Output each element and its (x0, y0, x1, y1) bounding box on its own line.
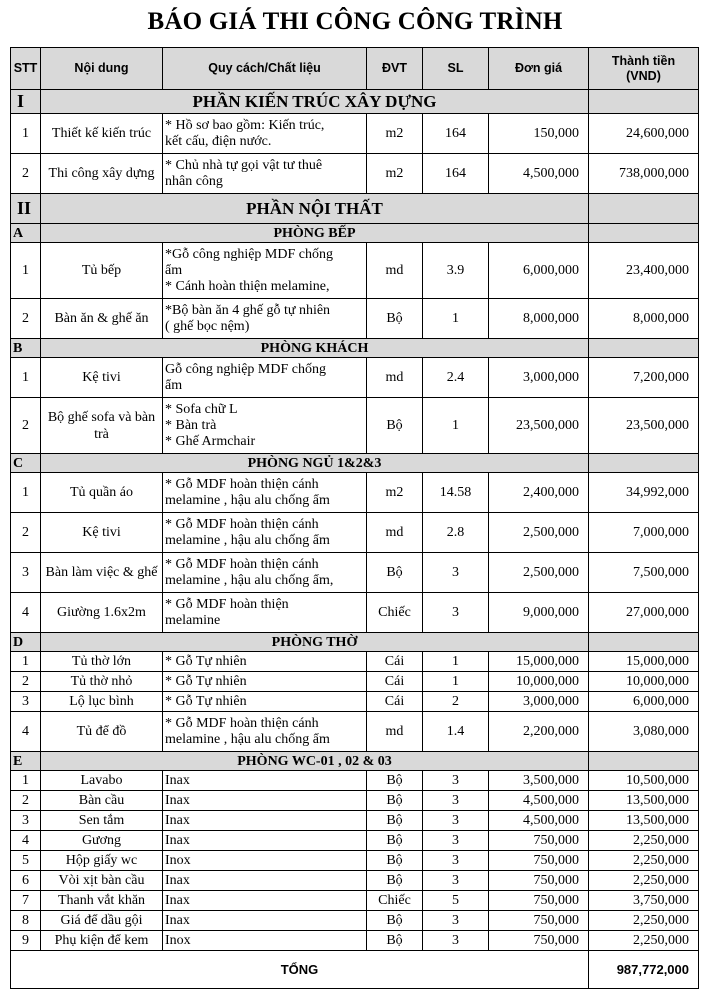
table-row (11, 811, 699, 831)
row-stt: 1 (11, 243, 41, 299)
spec-line: * Cánh hoàn thiện melamine, (165, 278, 330, 294)
section-row (11, 194, 699, 224)
table-row (11, 791, 699, 811)
row-unit: Cái (367, 672, 423, 692)
spec-line: melamine , hậu alu chống ẩm (165, 532, 330, 548)
group-name: PHÒNG KHÁCH (41, 339, 589, 358)
row-qty: 164 (423, 154, 489, 194)
table-row (11, 593, 699, 633)
row-qty: 1.4 (423, 712, 489, 752)
table-row (11, 114, 699, 154)
row-unit: md (367, 243, 423, 299)
row-unit: Bộ (367, 931, 423, 951)
row-price: 6,000,000 (489, 243, 589, 299)
row-total: 2,250,000 (589, 831, 699, 851)
row-content: Tủ để đồ (41, 712, 163, 752)
row-qty: 14.58 (423, 473, 489, 513)
group-blank (589, 454, 699, 473)
row-total: 10,000,000 (589, 672, 699, 692)
row-price: 9,000,000 (489, 593, 589, 633)
spec-line: melamine , hậu alu chống ẩm, (165, 572, 334, 588)
row-price: 3,000,000 (489, 358, 589, 398)
quote-table (10, 47, 699, 989)
group-blank (589, 339, 699, 358)
row-unit: Bộ (367, 851, 423, 871)
row-qty: 3 (423, 791, 489, 811)
row-content: Bàn cầu (41, 791, 163, 811)
row-qty: 5 (423, 891, 489, 911)
row-unit: Bộ (367, 791, 423, 811)
header-total (589, 48, 699, 90)
grand-total-row (11, 951, 699, 989)
row-total: 3,750,000 (589, 891, 699, 911)
row-stt: 2 (11, 299, 41, 339)
row-total: 7,000,000 (589, 513, 699, 553)
spec-line: * Bàn trà (165, 417, 217, 433)
row-stt: 8 (11, 911, 41, 931)
spec-line: *Bộ bàn ăn 4 ghế gỗ tự nhiên (165, 302, 331, 318)
row-price: 750,000 (489, 891, 589, 911)
row-price: 15,000,000 (489, 652, 589, 672)
row-total: 738,000,000 (589, 154, 699, 194)
spec-line: Inax (165, 832, 190, 848)
header-total-line1: Thành tiền (611, 53, 676, 68)
group-code: E (11, 752, 41, 771)
row-unit: Bộ (367, 831, 423, 851)
spec-line: Inox (165, 932, 191, 948)
row-stt: 1 (11, 114, 41, 154)
group-code: D (11, 633, 41, 652)
row-total: 23,400,000 (589, 243, 699, 299)
row-stt: 4 (11, 712, 41, 752)
spec-line: ( ghế bọc nệm) (165, 318, 250, 334)
table-row (11, 358, 699, 398)
row-spec (163, 692, 367, 712)
row-unit: md (367, 358, 423, 398)
group-name: PHÒNG THỜ (41, 633, 589, 652)
row-stt: 2 (11, 398, 41, 454)
row-spec (163, 672, 367, 692)
row-spec (163, 811, 367, 831)
row-content: Hộp giấy wc (41, 851, 163, 871)
row-content: Bàn làm việc & ghế (41, 553, 163, 593)
row-content: Kệ tivi (41, 358, 163, 398)
row-spec (163, 593, 367, 633)
row-spec (163, 358, 367, 398)
row-spec (163, 243, 367, 299)
row-unit: Cái (367, 692, 423, 712)
row-price: 750,000 (489, 931, 589, 951)
row-stt: 1 (11, 652, 41, 672)
row-content: Lavabo (41, 771, 163, 791)
spec-line: * Gỗ MDF hoàn thiện cánh (165, 476, 319, 492)
row-qty: 3 (423, 931, 489, 951)
row-spec (163, 299, 367, 339)
row-price: 4,500,000 (489, 811, 589, 831)
row-stt: 2 (11, 513, 41, 553)
row-total: 34,992,000 (589, 473, 699, 513)
row-unit: m2 (367, 473, 423, 513)
row-total: 10,500,000 (589, 771, 699, 791)
row-qty: 1 (423, 672, 489, 692)
row-price: 10,000,000 (489, 672, 589, 692)
header-unit: ĐVT (367, 48, 423, 90)
row-price: 750,000 (489, 911, 589, 931)
row-unit: Bộ (367, 299, 423, 339)
row-spec (163, 891, 367, 911)
row-spec (163, 513, 367, 553)
header-content: Nội dung (41, 48, 163, 90)
row-price: 3,000,000 (489, 692, 589, 712)
row-spec (163, 871, 367, 891)
row-content: Giá để dầu gội (41, 911, 163, 931)
row-total: 7,500,000 (589, 553, 699, 593)
section-code: II (11, 194, 41, 224)
row-total: 24,600,000 (589, 114, 699, 154)
row-stt: 1 (11, 473, 41, 513)
row-stt: 1 (11, 358, 41, 398)
row-unit: m2 (367, 114, 423, 154)
row-unit: Bộ (367, 398, 423, 454)
row-spec (163, 553, 367, 593)
section-name: PHẦN NỘI THẤT (41, 194, 589, 224)
table-row (11, 398, 699, 454)
row-stt: 3 (11, 692, 41, 712)
row-qty: 1 (423, 652, 489, 672)
group-row (11, 454, 699, 473)
spec-line: ẩm (165, 262, 183, 278)
row-stt: 4 (11, 593, 41, 633)
spec-line: Gỗ công nghiệp MDF chống (165, 361, 326, 377)
group-row (11, 339, 699, 358)
row-stt: 3 (11, 811, 41, 831)
row-total: 7,200,000 (589, 358, 699, 398)
row-content: Lộ lục bình (41, 692, 163, 712)
row-price: 8,000,000 (489, 299, 589, 339)
row-content: Tủ thờ nhỏ (41, 672, 163, 692)
table-row (11, 851, 699, 871)
spec-line: Inax (165, 912, 190, 928)
spec-line: * Gỗ Tự nhiên (165, 693, 247, 709)
group-name: PHÒNG NGỦ 1&2&3 (41, 454, 589, 473)
spec-line: Inax (165, 872, 190, 888)
row-stt: 3 (11, 553, 41, 593)
row-content: Tủ quần áo (41, 473, 163, 513)
section-blank (589, 194, 699, 224)
spec-line: * Gỗ MDF hoàn thiện cánh (165, 516, 319, 532)
row-unit: Bộ (367, 811, 423, 831)
row-unit: Chiếc (367, 593, 423, 633)
group-row (11, 633, 699, 652)
row-spec (163, 712, 367, 752)
spec-line: * Gỗ MDF hoàn thiện cánh (165, 715, 319, 731)
group-code: B (11, 339, 41, 358)
row-qty: 3 (423, 593, 489, 633)
section-code: I (11, 90, 41, 114)
row-price: 23,500,000 (489, 398, 589, 454)
header-spec: Quy cách/Chất liệu (163, 48, 367, 90)
row-price: 4,500,000 (489, 154, 589, 194)
row-content: Thi công xây dựng (41, 154, 163, 194)
row-total: 2,250,000 (589, 871, 699, 891)
row-content: Thanh vắt khăn (41, 891, 163, 911)
row-total: 3,080,000 (589, 712, 699, 752)
row-stt: 5 (11, 851, 41, 871)
table-row (11, 513, 699, 553)
spec-line: Inox (165, 852, 191, 868)
spec-line: * Hồ sơ bao gồm: Kiến trúc, (165, 117, 325, 133)
row-unit: Cái (367, 652, 423, 672)
row-stt: 2 (11, 791, 41, 811)
spec-line: * Sofa chữ L (165, 401, 238, 417)
table-row (11, 553, 699, 593)
group-blank (589, 752, 699, 771)
spec-line: Inax (165, 892, 190, 908)
row-stt: 9 (11, 931, 41, 951)
spec-line: nhân công (165, 173, 223, 189)
header-total-line2: (VND) (626, 68, 661, 83)
spec-line: *Gỗ công nghiệp MDF chống (165, 246, 333, 262)
group-code: A (11, 224, 41, 243)
section-row (11, 90, 699, 114)
section-blank (589, 90, 699, 114)
row-total: 15,000,000 (589, 652, 699, 672)
row-qty: 2.4 (423, 358, 489, 398)
row-qty: 164 (423, 114, 489, 154)
row-total: 6,000,000 (589, 692, 699, 712)
group-blank (589, 633, 699, 652)
row-total: 13,500,000 (589, 811, 699, 831)
row-stt: 4 (11, 831, 41, 851)
row-content: Kệ tivi (41, 513, 163, 553)
row-content: Bộ ghế sofa và bàn trà (41, 398, 163, 454)
row-price: 2,500,000 (489, 553, 589, 593)
row-unit: Bộ (367, 771, 423, 791)
row-qty: 2.8 (423, 513, 489, 553)
row-qty: 1 (423, 299, 489, 339)
spec-line: kết cấu, điện nước. (165, 133, 272, 149)
row-content: Phụ kiện để kem (41, 931, 163, 951)
group-name: PHÒNG BẾP (41, 224, 589, 243)
row-content: Thiết kế kiến trúc (41, 114, 163, 154)
row-stt: 2 (11, 672, 41, 692)
row-unit: Chiếc (367, 891, 423, 911)
row-spec (163, 398, 367, 454)
table-row (11, 154, 699, 194)
row-unit: md (367, 712, 423, 752)
table-row (11, 299, 699, 339)
row-content: Vòi xịt bàn cầu (41, 871, 163, 891)
row-unit: Bộ (367, 911, 423, 931)
group-row (11, 752, 699, 771)
table-row (11, 692, 699, 712)
row-spec (163, 771, 367, 791)
table-row (11, 891, 699, 911)
header-row (11, 48, 699, 90)
row-price: 2,200,000 (489, 712, 589, 752)
row-spec (163, 473, 367, 513)
row-content: Gương (41, 831, 163, 851)
row-content: Giường 1.6x2m (41, 593, 163, 633)
table-row (11, 931, 699, 951)
row-qty: 3 (423, 811, 489, 831)
row-price: 750,000 (489, 831, 589, 851)
row-price: 2,500,000 (489, 513, 589, 553)
section-name: PHẦN KIẾN TRÚC XÂY DỰNG (41, 90, 589, 114)
spec-line: * Chủ nhà tự gọi vật tư thuê (165, 157, 323, 173)
spec-line: * Gỗ MDF hoàn thiện (165, 596, 289, 612)
row-stt: 2 (11, 154, 41, 194)
row-total: 8,000,000 (589, 299, 699, 339)
row-spec (163, 851, 367, 871)
row-total: 13,500,000 (589, 791, 699, 811)
row-spec (163, 931, 367, 951)
spec-line: * Gỗ Tự nhiên (165, 653, 247, 669)
table-row (11, 911, 699, 931)
row-content: Tủ bếp (41, 243, 163, 299)
header-stt: STT (11, 48, 41, 90)
spec-line: Inax (165, 772, 190, 788)
row-qty: 2 (423, 692, 489, 712)
spec-line: * Ghế Armchair (165, 433, 256, 449)
spec-line: * Gỗ MDF hoàn thiện cánh (165, 556, 319, 572)
row-spec (163, 831, 367, 851)
row-content: Bàn ăn & ghế ăn (41, 299, 163, 339)
group-name: PHÒNG WC-01 , 02 & 03 (41, 752, 589, 771)
row-spec (163, 114, 367, 154)
spec-line: Inax (165, 812, 190, 828)
row-stt: 1 (11, 771, 41, 791)
row-unit: Bộ (367, 871, 423, 891)
spec-line: melamine , hậu alu chống ẩm (165, 731, 330, 747)
row-price: 150,000 (489, 114, 589, 154)
grand-total-value: 987,772,000 (589, 951, 699, 989)
table-row (11, 473, 699, 513)
row-qty: 3 (423, 871, 489, 891)
row-unit: m2 (367, 154, 423, 194)
page-title: BÁO GIÁ THI CÔNG CÔNG TRÌNH (147, 8, 563, 35)
row-unit: Bộ (367, 553, 423, 593)
table-row (11, 243, 699, 299)
spec-line: ẩm (165, 377, 183, 393)
row-content: Sen tắm (41, 811, 163, 831)
row-total: 2,250,000 (589, 851, 699, 871)
row-qty: 1 (423, 398, 489, 454)
table-row (11, 672, 699, 692)
row-qty: 3 (423, 771, 489, 791)
table-row (11, 871, 699, 891)
header-price: Đơn giá (489, 48, 589, 90)
row-spec (163, 154, 367, 194)
row-total: 27,000,000 (589, 593, 699, 633)
table-row (11, 771, 699, 791)
spec-line: melamine , hậu alu chống ẩm (165, 492, 330, 508)
row-total: 23,500,000 (589, 398, 699, 454)
row-content: Tủ thờ lớn (41, 652, 163, 672)
row-price: 4,500,000 (489, 791, 589, 811)
header-qty: SL (423, 48, 489, 90)
row-qty: 3 (423, 831, 489, 851)
group-code: C (11, 454, 41, 473)
spec-line: Inax (165, 792, 190, 808)
row-price: 2,400,000 (489, 473, 589, 513)
row-stt: 7 (11, 891, 41, 911)
row-qty: 3 (423, 911, 489, 931)
row-qty: 3.9 (423, 243, 489, 299)
spec-line: * Gỗ Tự nhiên (165, 673, 247, 689)
spec-line: melamine (165, 612, 221, 628)
row-spec (163, 791, 367, 811)
row-price: 750,000 (489, 871, 589, 891)
row-spec (163, 652, 367, 672)
group-row (11, 224, 699, 243)
row-price: 750,000 (489, 851, 589, 871)
grand-total-label: TỔNG (11, 951, 589, 989)
group-blank (589, 224, 699, 243)
row-total: 2,250,000 (589, 931, 699, 951)
table-row (11, 652, 699, 672)
row-spec (163, 911, 367, 931)
table-row (11, 831, 699, 851)
row-qty: 3 (423, 851, 489, 871)
row-stt: 6 (11, 871, 41, 891)
row-total: 2,250,000 (589, 911, 699, 931)
row-unit: md (367, 513, 423, 553)
row-price: 3,500,000 (489, 771, 589, 791)
row-qty: 3 (423, 553, 489, 593)
table-row (11, 712, 699, 752)
